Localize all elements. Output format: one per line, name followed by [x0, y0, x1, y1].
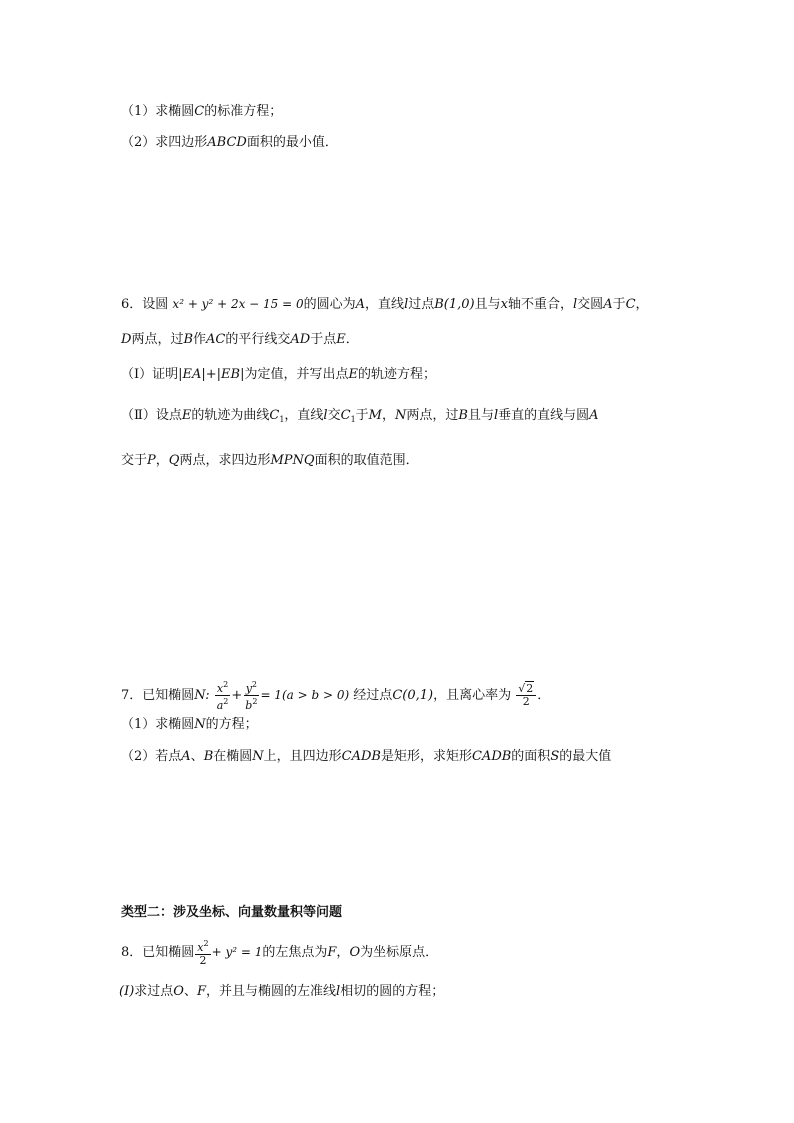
q8-part1-text: 、 [183, 984, 197, 999]
q7-text: ，且离心率为 [433, 688, 512, 703]
q6-part2-var: l [493, 408, 499, 423]
q6-part2-var: A [589, 408, 599, 423]
q6-part2-text: 的轨迹为曲线 [191, 408, 270, 423]
q6-part2-text: 两点，求四边形 [179, 453, 271, 468]
q7-part1-var: N [194, 717, 206, 732]
q6-part2-var: P [147, 453, 156, 468]
q7-frac-x: $\frac{x^2}{a^2}$ [216, 680, 229, 712]
q8-text: 为坐标原点． [360, 945, 439, 960]
q6-var: x [500, 297, 508, 312]
q7-part1-text: 的方程； [205, 717, 258, 732]
q6-text: ． [345, 332, 359, 347]
q7-part2-text: 的面积 [511, 749, 551, 764]
q6-text: 且与 [474, 297, 501, 312]
q6-part2-text: 垂直的直线与圆 [498, 408, 590, 423]
q6-part2-curve-letter: C [340, 408, 351, 423]
q6-text: 的圆心为 [303, 297, 356, 312]
q6-part2-var: E [181, 408, 192, 423]
q6-part2-cont [121, 452, 419, 470]
q6-part1-expr: |EA|+|EB| [178, 367, 245, 382]
q6-number: 6．设圆 [121, 297, 169, 312]
q5-part1-text: （1）求椭圆 [121, 104, 195, 119]
q7-part1 [121, 716, 258, 734]
q8-number: 8．已知椭圆 [121, 945, 195, 960]
q8-frac-x: $\frac{x^2}{2}$ [197, 939, 209, 967]
q7-part2-text: 上，且四边形 [263, 749, 342, 764]
q5-part1 [121, 103, 282, 121]
q6-part2-text: 交 [327, 408, 341, 423]
q6-part2-text: ， [381, 408, 395, 423]
q7-text: 经过点 [353, 688, 393, 703]
q7-colon: : [205, 688, 210, 703]
q7-part2-var: CADB [471, 749, 512, 764]
q7-part2-text: 的最大值 [559, 749, 612, 764]
q5-part2 [121, 134, 338, 152]
q8-var: F [327, 945, 337, 960]
q7-point: C(0,1) [392, 688, 434, 703]
q6-text: 的平行线交 [225, 332, 291, 347]
q7-part2-text: 、 [190, 749, 204, 764]
q6-point: B(1,0) [434, 297, 475, 312]
q6-text: 于点 [310, 332, 337, 347]
q6-part2-text: 且与 [467, 408, 494, 423]
q6-var: l [404, 297, 409, 312]
q8-part1-label: (I) [119, 984, 135, 999]
q7-part2-var: N [252, 749, 264, 764]
q7-var: N [194, 688, 206, 703]
q7-frac-y: $\frac{y^2}{b^2}$ [245, 680, 258, 712]
q6-text: ， [635, 297, 649, 312]
q6-text: 过点 [408, 297, 435, 312]
q6-line1 [121, 295, 649, 314]
q6-part1 [121, 366, 436, 384]
q6-part2-curve-letter: C [269, 408, 280, 423]
q6-part2-curve: $C_1$ [340, 408, 356, 424]
q6-part2-text: 两点，过 [406, 408, 459, 423]
q8-part1-text: ，并且与椭圆的左准线 [206, 984, 337, 999]
q6-part2-text: 交于 [121, 453, 148, 468]
q6-line2 [121, 331, 359, 349]
q6-part1-text: 的轨迹方程； [358, 367, 437, 382]
q5-part2-text: （2）求四边形 [121, 135, 208, 150]
q6-text: 轴不重合， [507, 297, 573, 312]
q6-part2-var: B [458, 408, 468, 423]
section-heading: 类型二：涉及坐标、向量数量积等问题 [121, 905, 343, 920]
q5-part2-var: ABCD [207, 135, 247, 150]
q6-text: 两点，过 [131, 332, 184, 347]
q5-part2-post: 面积的最小值． [246, 135, 338, 150]
q7-part2-var: B [203, 749, 214, 764]
q7-line1: 7．已知椭圆N: $\frac{x^2}{a^2}$ + $\frac{y^2}{b^2}$ = 1(a > b > 0) 经过点C(0,1)，且离心率为 $\frac{√2}{2}$ ． [121, 680, 551, 712]
q6-var: A [603, 297, 613, 312]
q6-var: E [336, 332, 346, 347]
q6-var: AD [290, 332, 311, 347]
q6-part1-text: （Ⅰ）证明 [121, 367, 179, 382]
q6-text: 交圆 [577, 297, 604, 312]
q6-part2-text: ，直线 [284, 408, 324, 423]
q7-part2-var: A [181, 749, 191, 764]
q6-part2 [121, 407, 599, 429]
q6-part2-var: Q [168, 453, 180, 468]
q6-part2-text: ， [155, 453, 169, 468]
q6-var: l [573, 297, 578, 312]
q8-var: O [349, 945, 361, 960]
q6-circle-equation: x² + y² + 2x − 15 = 0 [172, 297, 304, 311]
q6-part2-var: N [395, 408, 407, 423]
q6-part2-curve: $C_1$ [269, 408, 285, 424]
q6-var: B [183, 332, 194, 347]
q7-part2-var: S [550, 749, 560, 764]
q6-part2-var: M [368, 408, 382, 423]
q7-number: 7．已知椭圆 [121, 688, 195, 703]
q6-part1-text: 为定值，并写出点 [244, 367, 349, 382]
q6-var: D [121, 332, 132, 347]
q8-part1-var: F [196, 984, 207, 999]
q7-part2 [121, 748, 611, 766]
q6-var: C [625, 297, 636, 312]
q7-part1-text: （1）求椭圆 [121, 717, 195, 732]
q8-line1 [121, 938, 438, 967]
q8-part1-var: O [173, 984, 184, 999]
q8-text: 的左焦点为 [262, 945, 328, 960]
q6-part2-var: MPNQ [270, 453, 315, 468]
q7-part2-text: 在椭圆 [213, 749, 253, 764]
q6-text: 于 [612, 297, 626, 312]
q8-part1-var: l [336, 984, 341, 999]
q6-text: 作 [193, 332, 207, 347]
q5-part1-post: 的标准方程； [204, 104, 283, 119]
q8-part1 [119, 983, 444, 1001]
q8-part1-text: 相切的圆的方程； [340, 984, 445, 999]
q7-condition: = 1(a > b > 0) [260, 688, 350, 702]
q8-part1-text: 求过点 [134, 984, 174, 999]
q8-text: ， [336, 945, 350, 960]
q8-equation: + y² = 1 [211, 945, 263, 959]
q7-text: ． [537, 688, 551, 703]
q6-text: ，直线 [365, 297, 405, 312]
q6-part2-text: （Ⅱ）设点 [121, 408, 182, 423]
q6-part2-text: 于 [355, 408, 369, 423]
q7-part2-text: （2）若点 [121, 749, 182, 764]
q6-part1-var: E [348, 367, 358, 382]
q5-part1-var: C [194, 104, 205, 119]
q6-part2-var: l [323, 408, 328, 423]
q6-part2-text: 面积的取值范围． [314, 453, 419, 468]
q7-part2-var: CADB [341, 749, 381, 764]
q7-part2-text: 是矩形，求矩形 [380, 749, 472, 764]
q7-eccentricity: $\frac{√2}{2}$ [516, 683, 536, 708]
q6-var: AC [206, 332, 226, 347]
q6-var: A [355, 297, 366, 312]
